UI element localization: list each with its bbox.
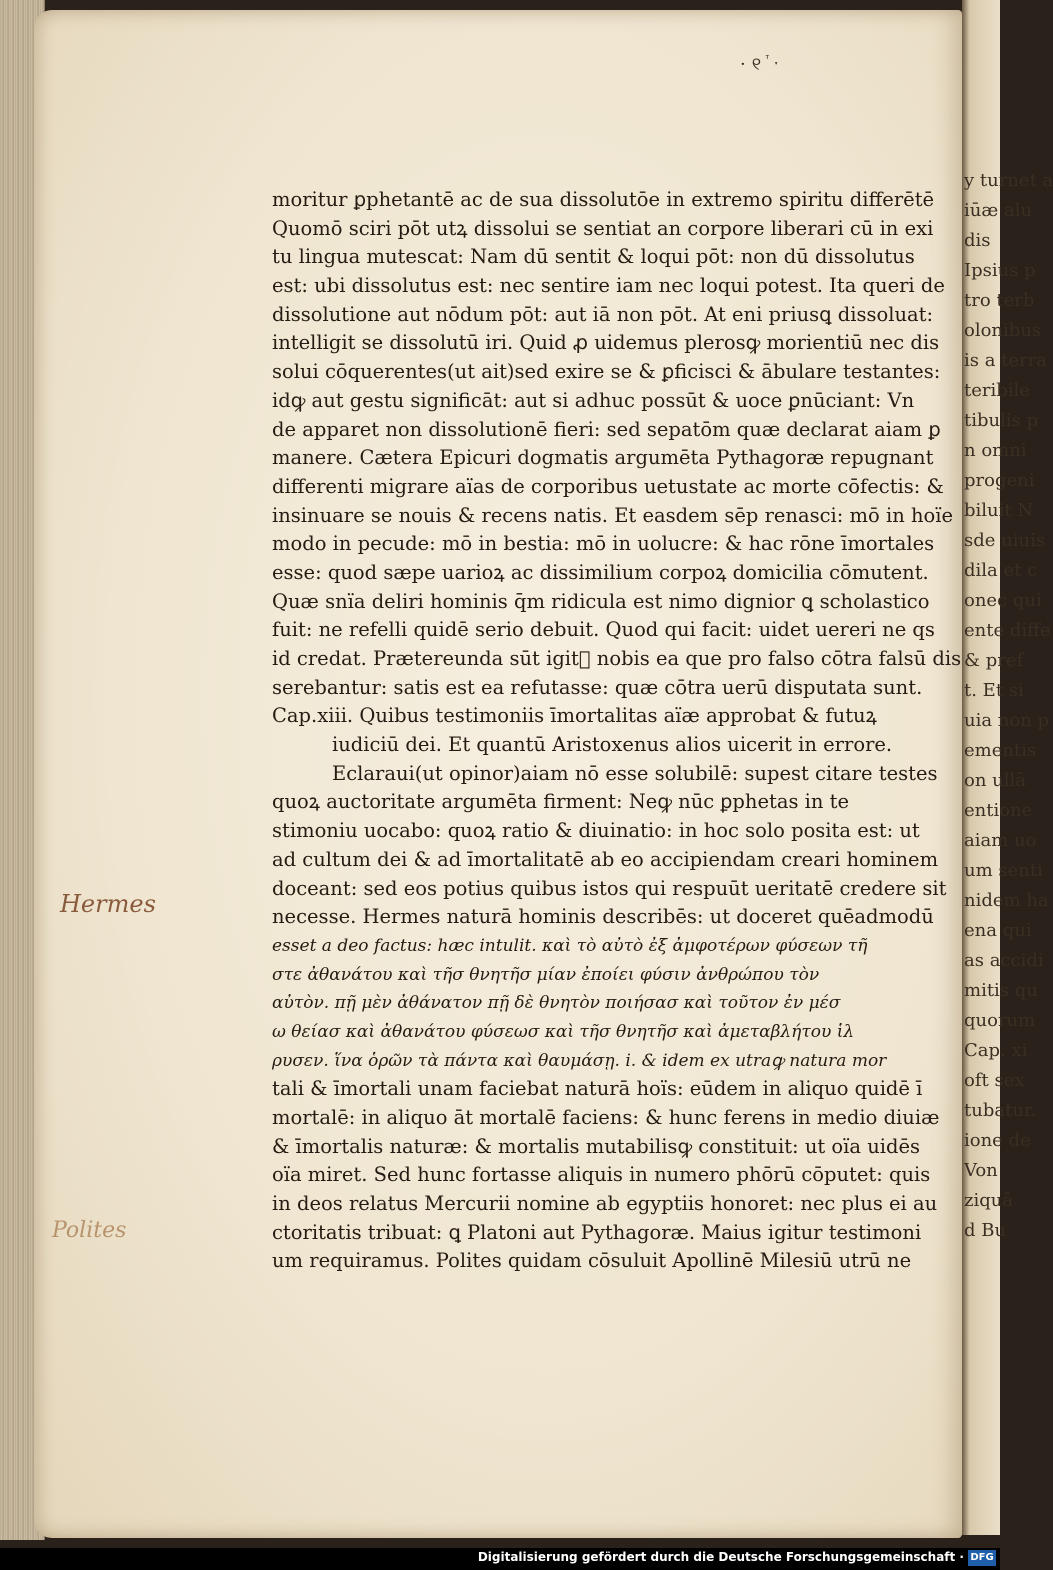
facing-text-fragment: ementis [964, 740, 1037, 761]
dfg-logo: DFG [968, 1550, 996, 1566]
text-line: insinuare se nouis & recens natis. Et easdem sēp renasci: mō in hoïe [272, 503, 954, 527]
text-line: necesse. Hermes naturā hominis describēs: ut doceret quēadmodū [272, 905, 934, 929]
text-line: manere. Cætera Epicuri dogmatis argumēta Pythagoræ repugnant [272, 446, 934, 470]
facing-text-fragment: dis [964, 230, 991, 251]
text-line: idꝙ aut gestu significāt: aut si adhuc possūt & uoce ꝑnūciant: Vn [272, 388, 915, 412]
facing-text-fragment: n omni [964, 440, 1027, 461]
facing-text-fragment: ente diffe [964, 620, 1051, 641]
facing-text-fragment: teribile [964, 380, 1030, 401]
text-line: Eclaraui(ut opinor)aiam nō esse solubilē: supest citare testes [332, 761, 938, 785]
text-line: oïa miret. Sed hunc fortasse aliquis in numero phōrū cōputet: quis [272, 1163, 931, 1187]
folio-number: ·୧ⷮˑ [740, 54, 786, 75]
facing-text-fragment: as accidi [964, 950, 1044, 971]
text-line: quoꝝ auctoritate argumēta firment: Neꝙ nūc ꝑphetas in te [272, 790, 850, 814]
facing-text-fragment: is a terra [964, 350, 1047, 371]
facing-text-fragment: iūæ alu [964, 200, 1033, 221]
text-line: dissolutione aut nōdum pōt: aut iā non pōt. At eni priusꝗ dissoluat: [272, 302, 934, 326]
text-line: tu lingua mutescat: Nam dū sentit & loqui pōt: non dū dissolutus [272, 245, 915, 269]
facing-text-fragment: progeni [964, 470, 1035, 491]
facing-text-fragment: biluit N [964, 500, 1034, 521]
facing-text-fragment: uia non p [964, 710, 1050, 731]
marginal-note-hermes: Hermes [60, 890, 156, 918]
main-text-block [272, 186, 962, 1276]
text-line: & īmortalis naturæ: & mortalis mutabilisꝙ constituit: ut oïa uidēs [272, 1134, 921, 1158]
text-line: esset a deo factus: hæc intulit. καὶ τὸ αὐτὸ ἐξ ἀμφοτέρων φύσεων τῆ [272, 935, 868, 956]
text-line: serebantur: satis est ea refutasse: quæ cōtra uerū disputata sunt. [272, 675, 923, 699]
facing-text-fragment: um senti [964, 860, 1043, 881]
facing-text-fragment: y turnet a [964, 170, 1053, 191]
text-line: Cap.xiii. Quibus testimoniis īmortalitas aïæ approbat & futuꝝ [272, 704, 877, 728]
text-line: de apparet non dissolutionē fieri: sed sepatōm quæ declarat aiam ꝑ [272, 417, 941, 441]
facing-text-fragment: tubatur. [964, 1100, 1037, 1121]
facing-text-fragment: oft sex [964, 1070, 1025, 1091]
text-line: ad cultum dei & ad īmortalitatē ab eo accipiendam creari hominem [272, 847, 939, 871]
footer-bar [0, 1548, 1000, 1570]
text-line: modo in pecude: mō in bestia: mō in uolucre: & hac rōne īmortales [272, 532, 935, 556]
text-line: moritur ꝑphetantē ac de sua dissolutōe in extremo spiritu differētē [272, 188, 935, 211]
text-line: στε ἀθανάτου καὶ τῆσ θνητῆσ μίαν ἐποίει φύσιν ἀνθρώπου τὸν [272, 964, 820, 985]
facing-text-fragment: ziquā [964, 1190, 1014, 1211]
facing-text-fragment: olonibus [964, 320, 1042, 341]
facing-text-fragment: Ipsius p [964, 260, 1036, 281]
text-line: solui cōquerentes(ut ait)sed exire se & ꝑficisci & ābulare testantes: [272, 360, 941, 384]
facing-text-fragment: dila et c [964, 560, 1038, 581]
facing-text-fragment: Von [964, 1160, 998, 1181]
text-line: tali & īmortali unam faciebat naturā hoïs: eūdem in aliquo quidē ī [272, 1077, 923, 1101]
text-line: Quæ snïa deliri hominis q̄m ridicula est nimo dignior ꝗ scholastico [272, 589, 930, 613]
text-line: Quomō sciri pōt utꝝ dissolui se sentiat an corpore liberari cū in exi [272, 216, 934, 240]
facing-text-fragment: on ullā [964, 770, 1026, 791]
text-line: esse: quod sæpe uarioꝝ ac dissimilium corpoꝝ domicilia cōmutent. [272, 560, 929, 584]
text-line: est: ubi dissolutus est: nec sentire iam nec loqui potest. Ita queri de [272, 274, 945, 298]
text-line: ω θείασ καὶ ἀθανάτου φύσεωσ καὶ τῆσ θνητῆσ καὶ ἀμεταβλήτου ἱλ [272, 1021, 855, 1042]
facing-text-fragment: tro terb [964, 290, 1035, 311]
facing-text-fragment: d Bu [964, 1220, 1007, 1241]
facing-text-fragment: tibulis p [964, 410, 1039, 431]
facing-text-fragment: ena qui [964, 920, 1032, 941]
facing-text-fragment: nidem ha [964, 890, 1049, 911]
text-line: intelligit se dissolutū iri. Quid ꝓ uidemus plerosꝙ morientiū nec dis [272, 331, 940, 355]
text-line: stimoniu uocabo: quoꝝ ratio & diuinatio: in hoc solo posita est: ut [272, 819, 920, 843]
facing-text-fragment: sde uiuis [964, 530, 1046, 551]
facing-text-fragment: ione de [964, 1130, 1031, 1151]
text-line: in deos relatus Mercurii nomine ab egyptiis honoret: nec plus ei au [272, 1192, 938, 1216]
facing-page-edge [962, 0, 1053, 1535]
text-line: mortalē: in aliquo āt mortalē faciens: & hunc ferens in medio diuiæ [272, 1106, 940, 1129]
text-line: um requiramus. Polites quidam cōsuluit Apollinē Milesiū utrū ne [272, 1249, 912, 1273]
facing-text-fragment: entione [964, 800, 1033, 821]
text-line: iudiciū dei. Et quantū Aristoxenus alios uicerit in errore. [332, 733, 893, 757]
text-line: fuit: ne refelli quidē serio debuit. Quod qui facit: uidet uereri ne qs [272, 618, 935, 642]
facing-text-fragment: & pref [964, 650, 1024, 671]
facing-text-fragment: aiam uo [964, 830, 1037, 851]
text-line: doceant: sed eos potius quibus istos qui respuūt ueritatē credere sit [272, 876, 947, 900]
text-line: ρυσεν. ἵνα ὁρῶν τὰ πάντα καὶ θαυμάσῃ. i. & idem ex utraꝙ natura mor [272, 1050, 887, 1071]
facing-text-fragment: t. Et si [964, 680, 1024, 701]
marginal-note-polites: Polites [52, 1218, 127, 1243]
facing-text-fragment: Cap. xi [964, 1040, 1028, 1061]
facing-text-fragment: onec qui [964, 590, 1042, 611]
text-line: ctoritatis tribuat: ꝗ Platoni aut Pythagoræ. Maius igitur testimoni [272, 1220, 922, 1244]
text-line: id credat. Prætereunda sūt igit᷑ nobis ea que pro falso cōtra falsū dis [272, 647, 962, 670]
text-line: differenti migrare aïas de corporibus uetustate ac morte cōfectis: & [272, 474, 944, 498]
facing-text-fragment: quorum [964, 1010, 1036, 1031]
facing-text-fragment: mitis qu [964, 980, 1038, 1001]
footer-credit: Digitalisierung gefördert durch die Deutsche Forschungsgemeinschaft · [477, 1550, 964, 1564]
text-line: αὐτὸν. πῇ μὲν ἀθάνατον πῇ δὲ θνητὸν ποιήσασ καὶ τοῦτον ἐν μέσ [272, 993, 841, 1014]
